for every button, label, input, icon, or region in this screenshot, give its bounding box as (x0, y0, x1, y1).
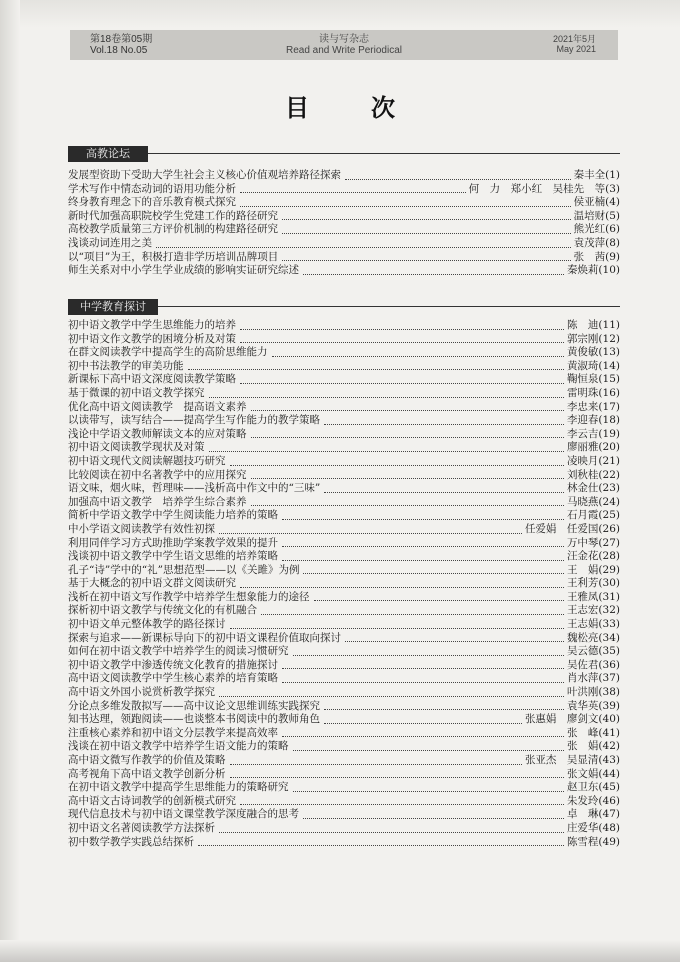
entry-author-page: 秦丰全(1) (573, 169, 620, 181)
entry-title: 知书达理，领跑阅读——也谈整本书阅读中的教师角色 (68, 713, 320, 726)
dot-leader (324, 709, 564, 710)
toc-entry[interactable] (68, 564, 620, 578)
entry-author-page: 鞠恒泉(15) (566, 373, 620, 386)
dot-leader (240, 804, 564, 805)
entry-author-page: 陈 迪(11) (566, 319, 620, 331)
dot-leader (293, 791, 564, 792)
entry-title: 初中书法教学的审美功能 (68, 359, 184, 372)
toc-entry[interactable] (68, 836, 620, 850)
date-cn: 2021年5月 (552, 34, 596, 44)
entry-title: 师生关系对中小学生学业成绩的影响实证研究综述 (68, 264, 299, 277)
dot-leader (345, 179, 571, 180)
dot-leader (251, 437, 564, 438)
dot-leader (282, 519, 564, 520)
section-header-middle-school: 中学教育探讨 (68, 299, 158, 315)
entry-author-page: 张惠娟 廖剑文(40) (524, 713, 620, 726)
toc-entry[interactable] (68, 672, 620, 686)
dot-leader (261, 614, 564, 615)
toc-entry[interactable] (68, 754, 620, 768)
entry-author-page: 庄爱华(48) (566, 821, 620, 834)
dot-leader (282, 682, 564, 683)
dot-leader (209, 397, 564, 398)
entry-author-page: 王 娟(29) (566, 563, 620, 576)
toc-entry[interactable] (68, 264, 620, 278)
entry-author-page: 万中琴(27) (566, 536, 620, 549)
toc-entry[interactable] (68, 183, 620, 197)
entry-author-page: 卓 琳(47) (566, 808, 620, 821)
entry-title: 探索与追求——新课标导向下的初中语文课程价值取向探讨 (68, 631, 341, 644)
toc-entry[interactable] (68, 455, 620, 469)
dot-leader (282, 668, 564, 669)
section-header-higher-ed: 高教论坛 (68, 146, 148, 162)
entry-title: 浅论中学语文教师解读文本的应对策略 (68, 427, 247, 440)
dot-leader (209, 451, 564, 452)
entry-title: 孔子“诗”学中的“礼”思想范型——以《关雎》为例 (68, 563, 300, 576)
entry-author-page: 吴佐君(36) (566, 658, 620, 671)
journal-cn: 读与写杂志 (319, 34, 369, 45)
dot-leader (324, 492, 564, 493)
dot-leader (219, 533, 522, 534)
entry-title: 在群文阅读教学中提高学生的高阶思维能力 (68, 346, 268, 359)
entry-author-page: 张 茜(9) (573, 250, 620, 263)
volume-cn: 第18卷第05期 (90, 34, 153, 45)
toc-entry[interactable] (68, 808, 620, 822)
toc-entry[interactable] (68, 469, 620, 483)
toc-entry[interactable] (68, 700, 620, 714)
entry-title: 高考视角下高中语文教学创新分析 (68, 767, 226, 780)
dot-leader (230, 764, 522, 765)
dot-leader (219, 832, 564, 833)
entry-author-page: 王利芳(30) (566, 577, 620, 590)
entry-title: 初中语文作文教学的困境分析及对策 (68, 332, 236, 345)
toc-entry[interactable] (68, 482, 620, 496)
entry-author-page: 温培财(5) (573, 209, 620, 222)
entry-title: 中小学语文阅读教学有效性初探 (68, 522, 215, 535)
entry-author-page: 黄俊敏(13) (566, 346, 620, 359)
entry-title: 初中语文单元整体教学的路径探讨 (68, 618, 226, 631)
entry-author-page: 王雅凤(31) (566, 590, 620, 603)
entry-author-page: 凌映月(21) (566, 454, 620, 467)
entry-author-page: 黄淑琦(14) (566, 359, 620, 372)
entry-author-page: 雷明珠(16) (566, 386, 620, 399)
entry-author-page: 王志娟(33) (566, 618, 620, 631)
entry-title: 如何在初中语文教学中培养学生的阅读习惯研究 (68, 645, 289, 658)
toc-entry[interactable] (68, 360, 620, 374)
volume-en: Vol.18 No.05 (90, 45, 148, 56)
dot-leader (303, 573, 563, 574)
toc-entry[interactable] (68, 169, 620, 183)
entry-author-page: 张亚杰 吴显清(43) (524, 754, 620, 766)
dot-leader (345, 641, 564, 642)
entry-title: 高中语文古诗词教学的创新模式研究 (68, 794, 236, 807)
dot-leader (198, 845, 564, 846)
toc-entry[interactable] (68, 373, 620, 387)
entry-author-page: 何 力 郑小红 吴桂先 等(3) (468, 182, 620, 195)
entry-title: 加强高中语文教学 培养学生综合素养 (68, 495, 247, 508)
dot-leader (282, 546, 564, 547)
entry-author-page: 秦焕莉(10) (566, 264, 620, 277)
entry-author-page: 熊光红(6) (573, 223, 620, 236)
toc-entry[interactable] (68, 210, 620, 224)
entry-title: 基于微课的初中语文教学探究 (68, 386, 205, 399)
entry-title: 比较阅读在初中名著教学中的应用探究 (68, 468, 247, 481)
dot-leader (282, 233, 571, 234)
entry-title: 学术写作中情态动词的语用功能分析 (68, 182, 236, 195)
issue-date (553, 34, 596, 54)
entry-title: 初中语文名著阅读教学方法探析 (68, 821, 215, 834)
entry-author-page: 张 峰(41) (566, 726, 620, 739)
date-en: May 2021 (556, 44, 596, 54)
dot-leader (324, 424, 564, 425)
dot-leader (240, 329, 564, 330)
dot-leader (219, 696, 564, 697)
dot-leader (240, 383, 564, 384)
entry-title: 新课标下高中语文深度阅读教学策略 (68, 373, 236, 386)
toc-entry[interactable] (68, 523, 620, 537)
dot-leader (240, 342, 564, 343)
entry-title: 简析中学语文教学中学生阅读能力培养的策略 (68, 509, 278, 522)
entry-title: 新时代加强高职院校学生党建工作的路径研究 (68, 209, 278, 222)
journal-en: Read and Write Periodical (286, 45, 402, 56)
page-title: 目次 (285, 93, 457, 122)
entry-title: 终身教育理念下的音乐教育模式探究 (68, 196, 236, 209)
dot-leader (230, 465, 564, 466)
entry-title: 现代信息技术与初中语文课堂教学深度融合的思考 (68, 808, 299, 821)
toc-entry[interactable] (68, 768, 620, 782)
dot-leader (240, 587, 564, 588)
dot-leader (314, 600, 564, 601)
entry-author-page: 吴云德(35) (566, 645, 620, 658)
toc-entry[interactable] (68, 713, 620, 727)
dot-leader (156, 247, 571, 248)
entry-author-page: 王志宏(32) (566, 604, 620, 617)
entry-author-page: 魏松亮(34) (566, 631, 620, 644)
entry-author-page: 叶洪刚(38) (566, 686, 620, 699)
journal-header (70, 30, 618, 60)
toc-entry[interactable] (68, 618, 620, 632)
toc-entry[interactable] (68, 441, 620, 455)
toc-entry[interactable] (68, 795, 620, 809)
toc-entry[interactable] (68, 686, 620, 700)
toc-entry[interactable] (68, 591, 620, 605)
entry-author-page: 郭宗刚(12) (566, 332, 620, 345)
entry-author-page: 石月霞(25) (566, 509, 620, 522)
entry-title: 浅谈动词连用之美 (68, 236, 152, 249)
toc-entry[interactable] (68, 387, 620, 401)
dot-leader (282, 736, 564, 737)
dot-leader (282, 560, 564, 561)
entry-author-page: 袁华英(39) (566, 699, 620, 712)
dot-leader (293, 655, 564, 656)
dot-leader (251, 410, 564, 411)
entry-title: 初中语文教学中学生思维能力的培养 (68, 319, 236, 331)
dot-leader (303, 274, 564, 275)
toc-entry[interactable] (68, 537, 620, 551)
entry-title: 以“项目”为王，积极打造非学历培训品牌项目 (68, 250, 279, 263)
entry-author-page: 林金仕(23) (566, 482, 620, 495)
entry-author-page: 李云吉(19) (566, 427, 620, 440)
section-list-middle-school (68, 319, 620, 849)
toc-entry[interactable] (68, 196, 620, 210)
entry-author-page: 侯亚楠(4) (573, 196, 620, 209)
entry-title: 基于大概念的初中语文群文阅读研究 (68, 577, 236, 590)
entry-author-page: 陈雪程(49) (566, 835, 620, 848)
toc-entry[interactable] (68, 251, 620, 265)
dot-leader (251, 505, 564, 506)
dot-leader (251, 478, 564, 479)
entry-title: 浅谈在初中语文教学中培养学生语文能力的策略 (68, 740, 289, 753)
section-divider (68, 153, 620, 154)
toc-entry[interactable] (68, 496, 620, 510)
entry-title: 初中语文教学中渗透传统文化教育的措施探讨 (68, 658, 278, 671)
entry-title: 浅析在初中语文写作教学中培养学生想象能力的途径 (68, 590, 310, 603)
toc-entry[interactable] (68, 645, 620, 659)
toc-entry[interactable] (68, 781, 620, 795)
entry-author-page: 马晓燕(24) (566, 495, 620, 508)
entry-title: 在初中语文教学中提高学生思维能力的策略研究 (68, 781, 289, 794)
dot-leader (324, 723, 522, 724)
entry-author-page: 李忠来(17) (566, 400, 620, 413)
dot-leader (230, 628, 564, 629)
toc-entry[interactable] (68, 604, 620, 618)
entry-author-page: 朱发玲(46) (566, 794, 620, 807)
entry-title: 语文味，烟火味，哲理味——浅析高中作文中的“三味” (68, 482, 321, 495)
toc-entry[interactable] (68, 333, 620, 347)
dot-leader (303, 818, 564, 819)
dot-leader (282, 219, 571, 220)
entry-title: 探析初中语文教学与传统文化的有机融合 (68, 604, 257, 617)
toc-entry[interactable] (68, 428, 620, 442)
entry-title: 浅谈初中语文教学中学生语文思维的培养策略 (68, 550, 278, 563)
toc-entry[interactable] (68, 727, 620, 741)
entry-author-page: 袁茂萍(8) (573, 236, 620, 249)
entry-title: 分论点多维发散拟写——高中议论文思维训练实践探究 (68, 699, 320, 712)
entry-title: 初中数学教学实践总结探析 (68, 835, 194, 848)
entry-author-page: 李迎春(18) (566, 414, 620, 427)
toc-entry[interactable] (68, 319, 620, 333)
toc-entry[interactable] (68, 659, 620, 673)
entry-author-page: 肖水萍(37) (566, 672, 620, 685)
entry-title: 注重核心素养和初中语文分层教学来提高效率 (68, 726, 278, 739)
toc-entry[interactable] (68, 550, 620, 564)
toc-entry[interactable] (68, 509, 620, 523)
toc-entry[interactable] (68, 822, 620, 836)
entry-title: 初中语文现代文阅读解题技巧研究 (68, 454, 226, 467)
entry-title: 初中语文阅读教学现状及对策 (68, 441, 205, 454)
toc-entry[interactable] (68, 346, 620, 360)
entry-title: 高中语文外国小说赏析教学探究 (68, 686, 215, 699)
entry-author-page: 刘秋桂(22) (566, 468, 620, 481)
toc-entry[interactable] (68, 237, 620, 251)
toc-entry[interactable] (68, 401, 620, 415)
entry-title: 高校教学质量第三方评价机制的构建路径研究 (68, 223, 278, 236)
dot-leader (240, 192, 466, 193)
entry-title: 发展型资助下受助大学生社会主义核心价值观培养路径探索 (68, 169, 341, 181)
entry-author-page: 廖丽雅(20) (566, 441, 620, 454)
toc-entry[interactable] (68, 577, 620, 591)
dot-leader (272, 356, 564, 357)
entry-author-page: 张 娟(42) (566, 740, 620, 753)
toc-entry[interactable] (68, 632, 620, 646)
toc-entry[interactable] (68, 414, 620, 428)
dot-leader (240, 206, 571, 207)
entry-author-page: 赵卫东(45) (566, 781, 620, 794)
entry-author-page: 张文娟(44) (566, 767, 620, 780)
dot-leader (188, 369, 564, 370)
journal-name (70, 34, 618, 56)
dot-leader (282, 260, 570, 261)
toc-entry[interactable] (68, 740, 620, 754)
toc-entry[interactable] (68, 223, 620, 237)
entry-title: 高中语文微写作教学的价值及策略 (68, 754, 226, 766)
entry-title: 以读带写，读写结合——提高学生写作能力的教学策略 (68, 414, 320, 427)
dot-leader (230, 777, 564, 778)
entry-author-page: 任爱娟 任爱国(26) (524, 522, 620, 535)
dot-leader (293, 750, 564, 751)
section-list-higher-ed (68, 169, 620, 278)
entry-title: 高中语文阅读教学中学生核心素养的培育策略 (68, 672, 278, 685)
entry-author-page: 汪金花(28) (566, 550, 620, 563)
entry-title: 利用同伴学习方式助推助学案教学效果的提升 (68, 536, 278, 549)
entry-title: 优化高中语文阅读教学 提高语文素养 (68, 400, 247, 413)
